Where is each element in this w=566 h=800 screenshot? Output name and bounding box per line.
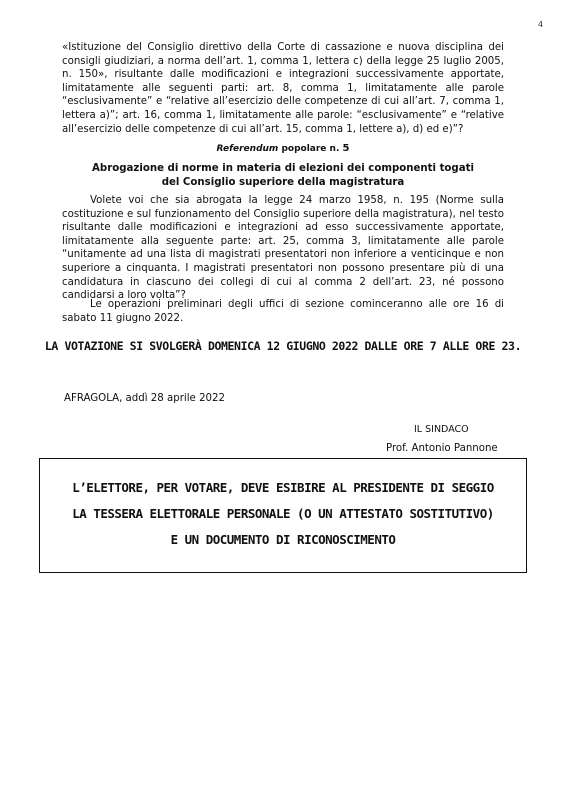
referendum-heading-word: Referendum (216, 144, 279, 154)
page-number: 4 (538, 20, 544, 29)
place-date: AFRAGOLA, addì 28 aprile 2022 (64, 393, 225, 404)
referendum-heading (0, 143, 566, 154)
mayor-title: IL SINDACO (414, 424, 469, 435)
referendum-heading-rest: popolare n. (281, 144, 340, 154)
voter-notice-line-1: L’ELETTORE, PER VOTARE, DEVE ESIBIRE AL PRESIDENTE DI SEGGIO (72, 480, 494, 495)
referendum-subtitle-line-1: Abrogazione di norme in materia di elezioni dei componenti togati (92, 163, 474, 174)
mayor-name: Prof. Antonio Pannone (386, 443, 498, 454)
referendum-subtitle (62, 162, 504, 189)
voter-notice-box (39, 458, 527, 573)
voter-notice-line-3: E UN DOCUMENTO DI RICONOSCIMENTO (170, 532, 396, 547)
vote-announcement: LA VOTAZIONE SI SVOLGERÀ DOMENICA 12 GIUGNO 2022 DALLE ORE 7 ALLE ORE 23. (44, 339, 522, 353)
referendum-question: Volete voi che sia abrogata la legge 24 marzo 1958, n. 195 (Norme sulla costituzione e sul funzionamento del Consiglio superiore della magistratura), nel testo risultante dalle modificazioni e integrazioni ad esso successivamente apportate, limitatamente alla seguente parte: art. 25, comma 3, limitatamente alle parole “unitamente ad una lista di magistrati presentatori non inferiore a venticinque e non superiore a cinquanta. I magistrati presentatori non possono presentare più di una candidatura in ciascuno dei collegi di cui al comma 2 dell’art. 23, né possono candidarsi a loro volta”? (62, 195, 504, 302)
question-4-continuation: «Istituzione del Consiglio direttivo della Corte di cassazione e nuova disciplina dei consigli giudiziari, a norma dell’art. 1, comma 1, lettera c) della legge 25 luglio 2005, n. 150», risultante dalle modificazioni e integrazioni successivamente apportate, limitatamente alle seguenti parti: art. 8, comma 1, limitatamente alle parole “esclusivamente” e “relative all’esercizio delle competenze di cui all’art. 7, comma 1, lettera a)”; art. 16, comma 1, limitatamente alle parole: “esclusivamente” e “relative all’esercizio delle competenze di cui all’art. 15, comma 1, lettere a), d) ed e)”? (62, 42, 504, 135)
voter-notice-line-2: LA TESSERA ELETTORALE PERSONALE (O UN ATTESTATO SOSTITUTIVO) (72, 506, 494, 521)
operations-notice: Le operazioni preliminari degli uffici di sezione cominceranno alle ore 16 di sabato 11 giugno 2022. (62, 299, 504, 324)
referendum-heading-number: 5 (342, 143, 350, 154)
referendum-subtitle-line-2: del Consiglio superiore della magistratura (161, 176, 405, 188)
